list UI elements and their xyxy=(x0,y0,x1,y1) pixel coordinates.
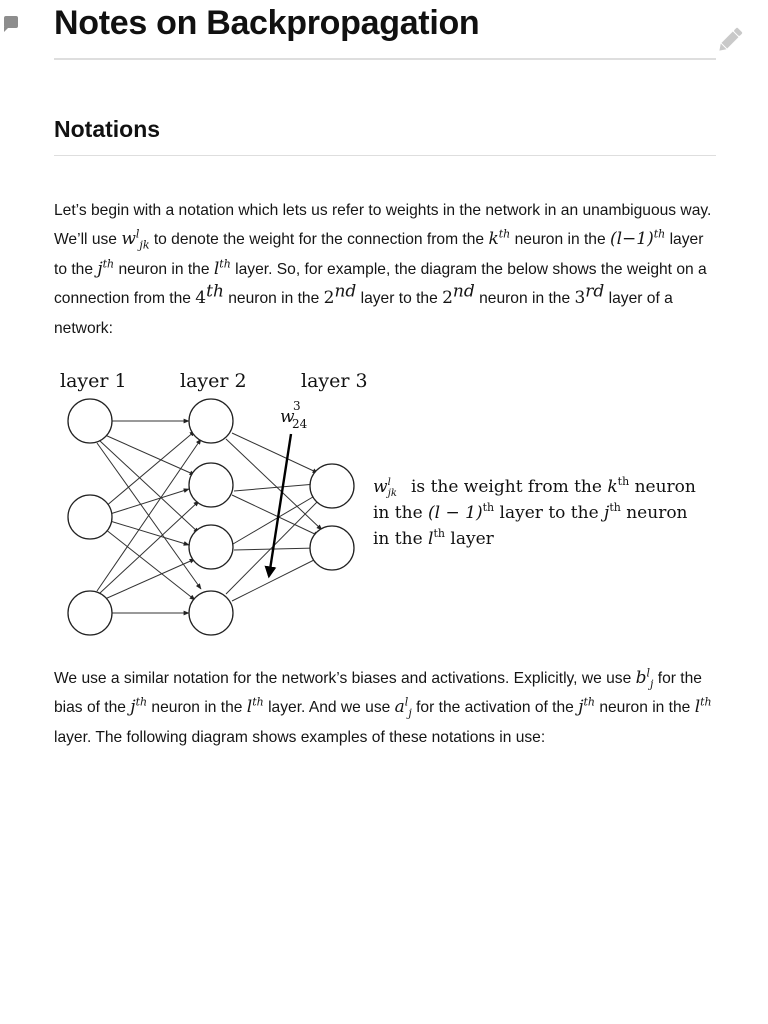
weight-label: w xyxy=(280,407,295,427)
page-title: Notes on Backpropagation xyxy=(54,4,480,42)
caption-text: neuron xyxy=(626,503,688,523)
section-divider xyxy=(54,155,716,156)
caption-text: layer xyxy=(450,529,494,549)
paragraph-biases: We use a similar notation for the network’s biases and activations. Explicitly, we use $b^l_j$ for the bias of the $j^{th}$ neuron in the $l^{th}$ layer. And we use $a^l_j$ for the activation of the $j^{th}$ neuron in the $l^{th}$ layer. The following diagram shows examples of these notations in use: xyxy=(54,666,712,746)
pencil-icon[interactable] xyxy=(714,24,746,56)
neuron-layer3 xyxy=(310,464,354,508)
caption-text: in the xyxy=(373,529,423,549)
title-divider xyxy=(54,58,716,60)
neuron-layer1 xyxy=(68,495,112,539)
neuron-layer2 xyxy=(189,463,233,507)
neuron-layer1 xyxy=(68,591,112,635)
caption-text: in the xyxy=(373,503,423,523)
neuron-layer2 xyxy=(189,591,233,635)
neuron-layer3 xyxy=(310,526,354,570)
neuron-layer2 xyxy=(189,399,233,443)
svg-text:is the weight from the kth neu: is the weight from the $k^{th}$ neuron xyxy=(411,475,696,497)
neuron-layer1 xyxy=(68,399,112,443)
section-heading: Notations xyxy=(54,116,161,142)
svg-text:in the (l − 1)th layer to the: in the $(l - 1)^{th}$ layer to the $j^{th}$ neuron xyxy=(373,501,688,523)
caption-text: neuron xyxy=(634,477,696,497)
svg-text:in the lth layer: in the $l^{th}$ layer xyxy=(373,527,494,549)
caption-text: layer to the xyxy=(499,503,599,523)
weight-subscript: 24 xyxy=(292,417,308,431)
neuron-layer2 xyxy=(189,525,233,569)
comment-icon[interactable] xyxy=(4,16,18,28)
layer-label: layer 2 xyxy=(180,370,247,392)
caption-text: is the weight from the xyxy=(411,477,602,497)
svg-text:wljk: $w^l$ jk xyxy=(373,477,397,499)
layer-label: layer 3 xyxy=(301,370,368,392)
network-diagram xyxy=(54,362,718,642)
weight-superscript: 3 xyxy=(293,399,301,413)
layer-label: layer 1 xyxy=(60,370,127,392)
paragraph-weights: Let’s begin with a notation which lets us refer to weights in the network in an unambiguous way. We’ll use $w^l_{jk}$ to denote the weight for the connection from the $k^{th}$ neuron in the $(l-1)^{th}$ layer to the $j^{th}$ neuron in the $l^{th}$ layer. So, for example, the diagram the below shows the weight on a connection from the 4th neuron in the 2nd layer to the 2nd neuron in the 3rd layer of a network: xyxy=(54,202,712,337)
